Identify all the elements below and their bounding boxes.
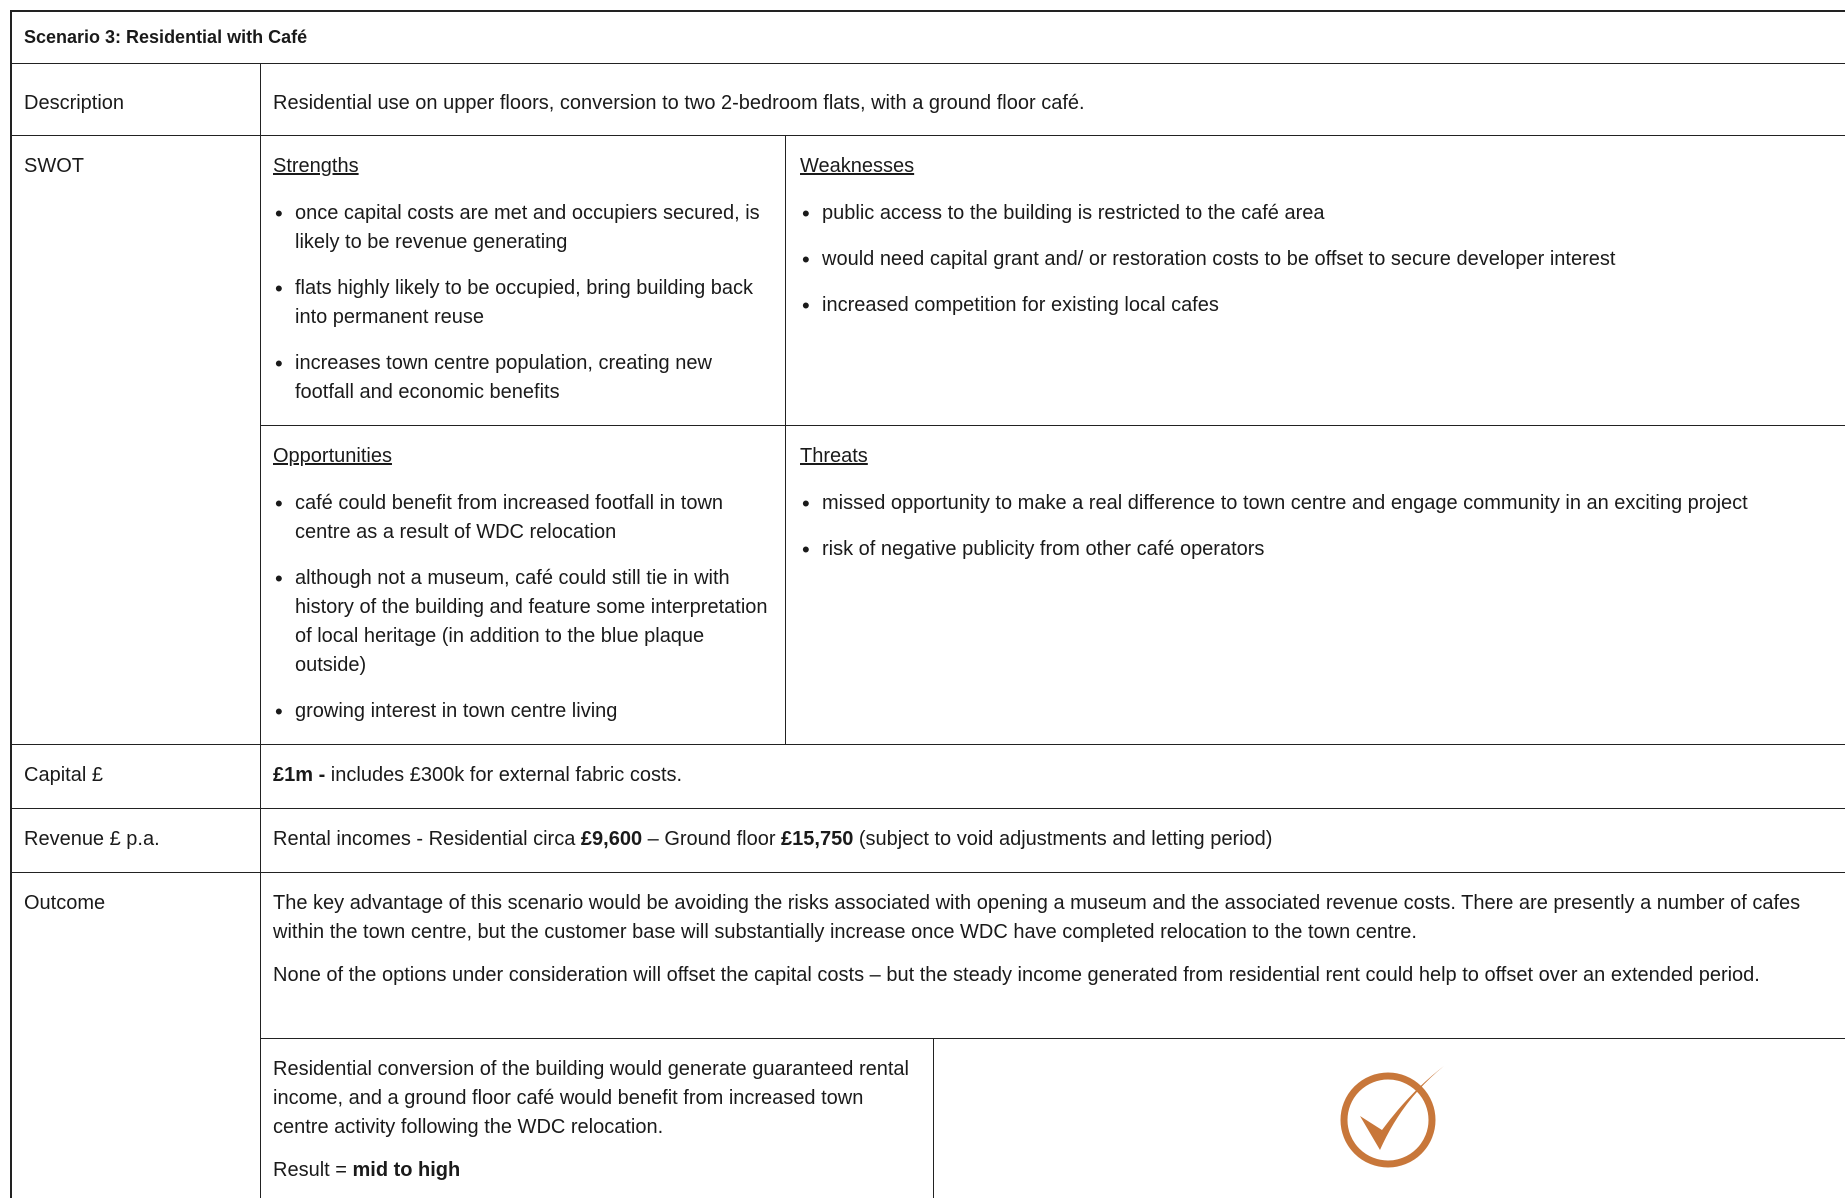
revenue-residential-amount: £9,600 (580, 828, 643, 850)
outcome-column-divider (933, 1038, 934, 1198)
outcome-summary: Residential conversion of the building would generate guaranteed rental income, and a ground floor café would benefit from increased town centre activity following the WDC relocation. (273, 1058, 909, 1138)
swot-column-divider (785, 135, 786, 744)
list-item: • would need capital grant and/ or restoration costs to be offset to secure developer interest (800, 245, 1830, 274)
capital-amount: £1m - (273, 764, 326, 786)
list-item: • public access to the building is restricted to the café area (800, 199, 1830, 228)
strengths-list (273, 199, 773, 424)
description-label: Description (24, 92, 125, 114)
list-item: • missed opportunity to make a real difference to town centre and engage community in an exciting project (800, 489, 1830, 518)
strengths-heading: Strengths (273, 155, 359, 177)
swot-label: SWOT (24, 155, 84, 177)
capital-value (273, 761, 682, 790)
divider (10, 808, 1845, 809)
outcome-summary-cell (273, 1055, 918, 1199)
list-item: • increases town centre population, creating new footfall and economic benefits (273, 349, 773, 407)
divider (260, 1038, 1845, 1039)
result-value: mid to high (352, 1159, 461, 1181)
description-text: Residential use on upper floors, conversion to two 2-bedroom flats, with a ground floor café. (273, 92, 1085, 114)
outcome-paragraph: The key advantage of this scenario would be avoiding the risks associated with opening a museum and the associated revenue costs. There are presently a number of cafes within the town centre, but the customer base will substantially increase once WDC have completed relocation to the town centre. (273, 892, 1801, 943)
list-item: • growing interest in town centre living (273, 697, 773, 726)
list-item: • once capital costs are met and occupiers secured, is likely to be revenue generating (273, 199, 773, 257)
revenue-text: – Ground floor (642, 828, 782, 850)
border-top (10, 10, 1845, 12)
revenue-ground-floor-amount: £15,750 (781, 828, 854, 850)
revenue-text: (subject to void adjustments and letting period) (853, 828, 1273, 850)
list-item: • café could benefit from increased footfall in town centre as a result of WDC relocation (273, 489, 773, 547)
scenario-table (10, 10, 1845, 1198)
revenue-text: Rental incomes - Residential circa (273, 828, 581, 850)
divider (260, 425, 1845, 426)
revenue-value (273, 825, 1272, 854)
outcome-paragraph: None of the options under consideration will offset the capital costs – but the steady income generated from residential rent could help to offset over an extended period. (273, 964, 1760, 986)
threats-heading: Threats (800, 445, 868, 467)
divider (10, 872, 1845, 873)
capital-label: Capital £ (24, 764, 103, 786)
revenue-label: Revenue £ p.a. (24, 828, 160, 850)
weaknesses-heading: Weaknesses (800, 155, 915, 177)
divider (10, 744, 1845, 745)
divider (10, 135, 1845, 136)
list-item: • risk of negative publicity from other café operators (800, 535, 1830, 564)
capital-text: includes £300k for external fabric costs. (325, 764, 683, 786)
outcome-paragraphs (273, 889, 1833, 1004)
list-item: • increased competition for existing local cafes (800, 291, 1830, 320)
label-column-divider (260, 63, 261, 1198)
list-item: • although not a museum, café could still tie in with history of the building and feature some interpretation of local heritage (in addition to the blue plaque outside) (273, 564, 773, 680)
result-label: Result = (273, 1159, 353, 1181)
weaknesses-list (800, 199, 1830, 337)
threats-list (800, 489, 1830, 581)
list-item: • flats highly likely to be occupied, bring building back into permanent reuse (273, 274, 773, 332)
border-left (10, 10, 12, 1198)
divider (10, 63, 1845, 64)
outcome-label: Outcome (24, 892, 106, 914)
checkmark-circle-icon (1340, 1060, 1450, 1170)
outcome-result (273, 1156, 918, 1185)
opportunities-list (273, 489, 773, 743)
opportunities-heading: Opportunities (273, 445, 392, 467)
page-title: Scenario 3: Residential with Café (24, 27, 308, 47)
